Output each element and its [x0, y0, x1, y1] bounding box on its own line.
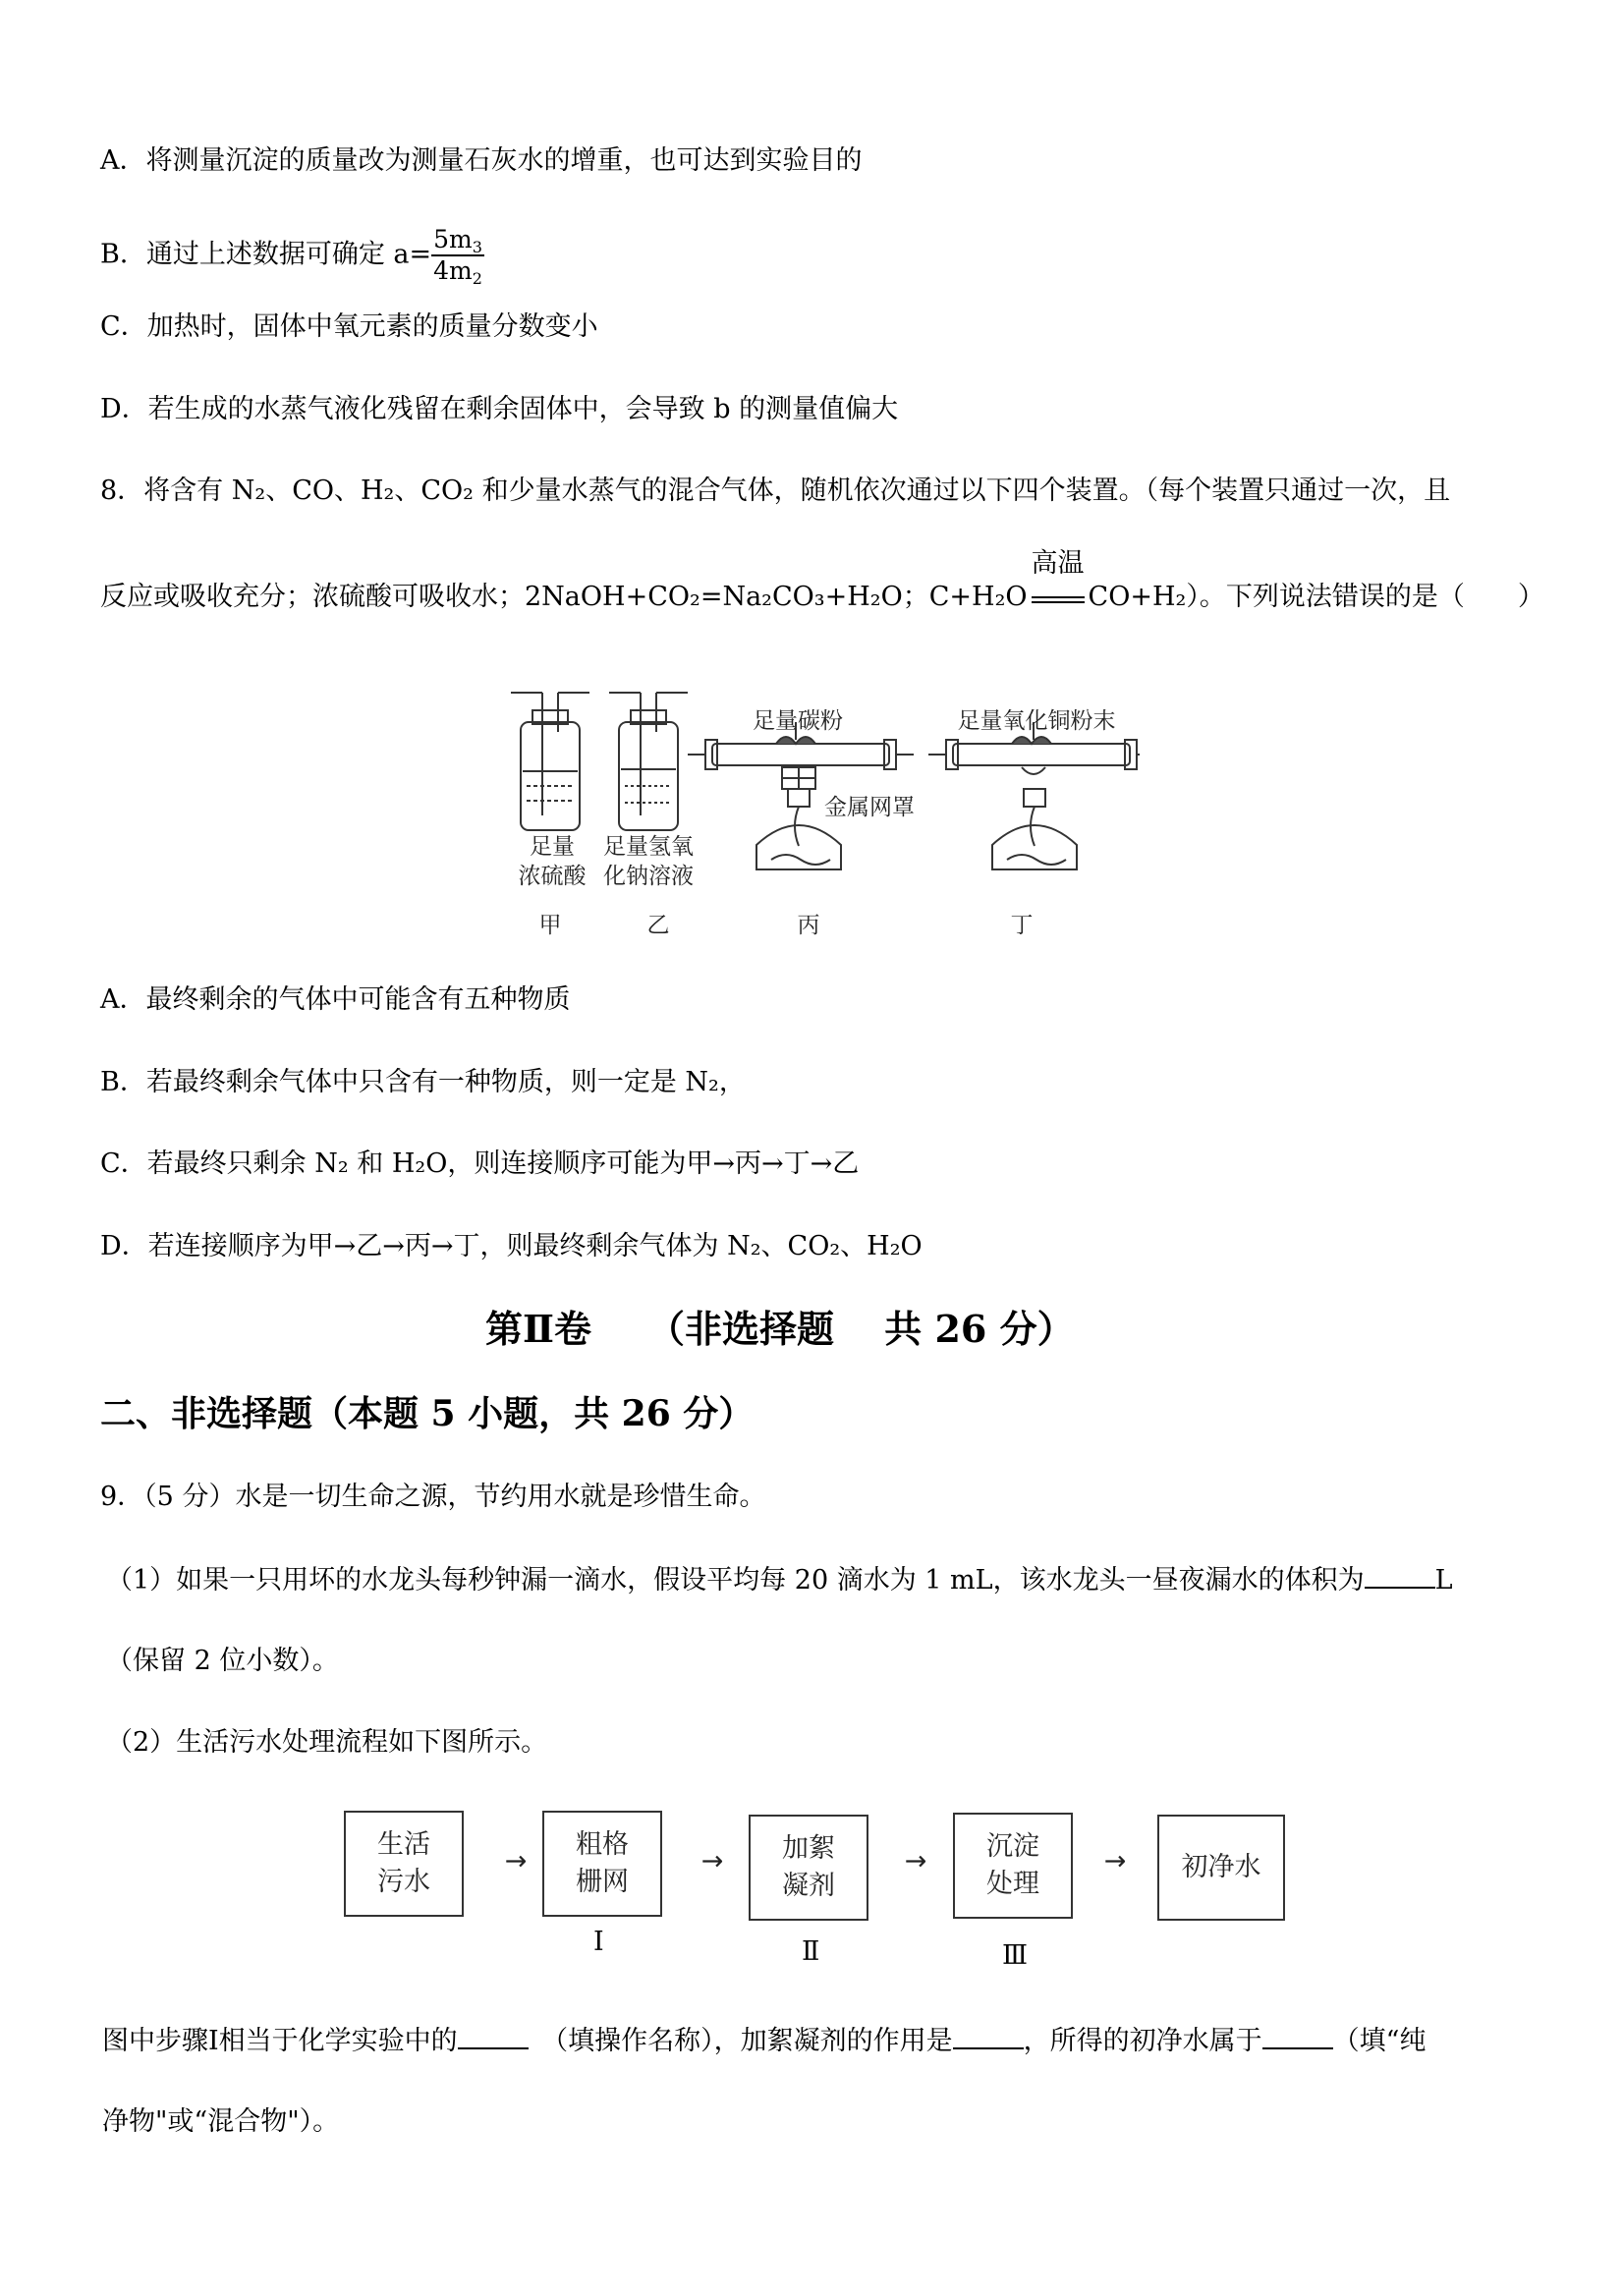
fraction-denominator: 4m [433, 256, 473, 285]
flow-box-label: 加絮 凝剂 [782, 1833, 835, 1901]
apparatus-name-bing: 丙 [797, 913, 820, 938]
yi-wash-bottle [609, 693, 688, 830]
apparatus-name-yi: 乙 [646, 913, 670, 938]
flow-box-label: 粗格 栅网 [576, 1829, 629, 1897]
q9-fill-line [102, 2022, 1426, 2060]
volume-title: 第Ⅱ卷 （非选择题 共 26 分） [485, 1307, 1075, 1351]
q7-option-b-text: B．通过上述数据可确定 a= [100, 239, 432, 270]
q9-stem: 9．（5 分）水是一切生命之源，节约用水就是珍惜生命。 [100, 1482, 766, 1512]
q8-stem-line-1: 8．将含有 N₂、CO、H₂、CO₂ 和少量水蒸气的混合气体，随机依次通过以下四个装置。（每个装置只通过一次，且 [100, 476, 1451, 506]
flow-box-sewage [344, 1811, 464, 1917]
flow-box-label: 初净水 [1181, 1852, 1261, 1882]
step-label-1: Ⅰ [593, 1927, 604, 1957]
q8-option-d: D．若连接顺序为甲→乙→丙→丁，则最终剩余气体为 N₂、CO₂、H₂O [100, 1231, 923, 1261]
q8-stem-post: CO+H₂）。下列说法错误的是（ ） [1088, 582, 1544, 612]
apparatus-name-ding: 丁 [1010, 913, 1034, 938]
q7-option-a: A．将测量沉淀的质量改为测量石灰水的增重，也可达到实验目的 [100, 145, 863, 176]
apparatus-figure [491, 683, 1140, 938]
flow-box-settling [953, 1813, 1073, 1919]
flow-box-clean-water [1157, 1815, 1285, 1921]
q9-sub1-unit: L [1434, 1565, 1453, 1596]
q9-sub1-text: （1）如果一只用坏的水龙头每秒钟漏一滴水，假设平均每 20 滴水为 1 mL，该水龙头一昼夜漏水的体积为 [106, 1565, 1365, 1596]
q9-sub2: （2）生活污水处理流程如下图所示。 [106, 1727, 548, 1758]
flow-box-label: 沉淀 处理 [986, 1831, 1039, 1899]
denominator-subscript: 2 [472, 269, 482, 288]
q9-fill-text-1: 图中步骤Ⅰ相当于化学实验中的 [102, 2026, 458, 2056]
q7-option-b [100, 225, 484, 286]
answer-blank[interactable] [1365, 1561, 1435, 1589]
q8-stem-pre: 反应或吸收充分；浓硫酸可吸收水；2NaOH+CO₂=Na₂CO₃+H₂O；C+H₂O [100, 582, 1028, 612]
jia-wash-bottle [511, 693, 589, 830]
q9-fill-text-3: ，所得的初净水属于 [1023, 2026, 1262, 2056]
flow-arrow: → [700, 1846, 724, 1876]
q7-option-d: D．若生成的水蒸气液化残留在剩余固体中，会导致 b 的测量值偏大 [100, 394, 899, 424]
apparatus-name-jia: 甲 [538, 913, 562, 938]
section-title: 二、非选择题（本题 5 小题，共 26 分） [100, 1393, 755, 1434]
bing-side-label: 金属网罩 [824, 795, 915, 820]
treatment-flow-diagram [334, 1803, 1316, 1980]
ding-heated-tube [928, 722, 1140, 869]
jia-label-2: 浓硫酸 [518, 864, 587, 889]
yi-label-1: 足量氢氧 [603, 834, 694, 860]
yi-label-2: 化钠溶液 [603, 864, 694, 889]
fraction-numerator: 5m [433, 225, 473, 253]
q8-option-a: A．最终剩余的气体中可能含有五种物质 [100, 984, 571, 1015]
q7-option-c: C．加热时，固体中氧元素的质量分数变小 [100, 311, 598, 342]
step-label-3: Ⅲ [1002, 1940, 1029, 1971]
flow-arrow: → [504, 1846, 528, 1876]
flow-arrow: → [904, 1846, 927, 1876]
q9-sub1-line2: （保留 2 位小数）。 [106, 1646, 339, 1676]
flow-box-screen [542, 1811, 662, 1917]
flow-box-label: 生活 污水 [377, 1829, 430, 1897]
bing-top-label: 足量碳粉 [753, 708, 843, 734]
answer-blank[interactable] [953, 2022, 1024, 2049]
q8-stem-line-2 [100, 548, 1544, 616]
answer-blank[interactable] [458, 2022, 529, 2049]
condition-label: 高温 [1031, 548, 1085, 579]
jia-label-1: 足量 [530, 834, 575, 860]
reaction-condition [1028, 548, 1089, 616]
flow-arrow: → [1103, 1846, 1127, 1876]
q7-option-b-fraction [431, 225, 484, 286]
numerator-subscript: 3 [472, 238, 482, 256]
q9-fill-line2: 净物"或“混合物"）。 [102, 2106, 340, 2137]
answer-blank[interactable] [1262, 2022, 1333, 2049]
q8-option-b: B．若最终剩余气体中只含有一种物质，则一定是 N₂， [100, 1067, 746, 1097]
q9-sub1 [106, 1561, 1453, 1599]
flow-box-flocculant [749, 1815, 868, 1921]
q9-fill-text-4: （填“纯 [1332, 2026, 1427, 2056]
q9-fill-text-2: （填操作名称），加絮凝剂的作用是 [554, 2026, 953, 2056]
ding-top-label: 足量氧化铜粉末 [957, 708, 1116, 734]
step-label-2: Ⅱ [802, 1936, 820, 1967]
q8-option-c: C．若最终只剩余 N₂ 和 H₂O，则连接顺序可能为甲→丙→丁→乙 [100, 1148, 860, 1179]
